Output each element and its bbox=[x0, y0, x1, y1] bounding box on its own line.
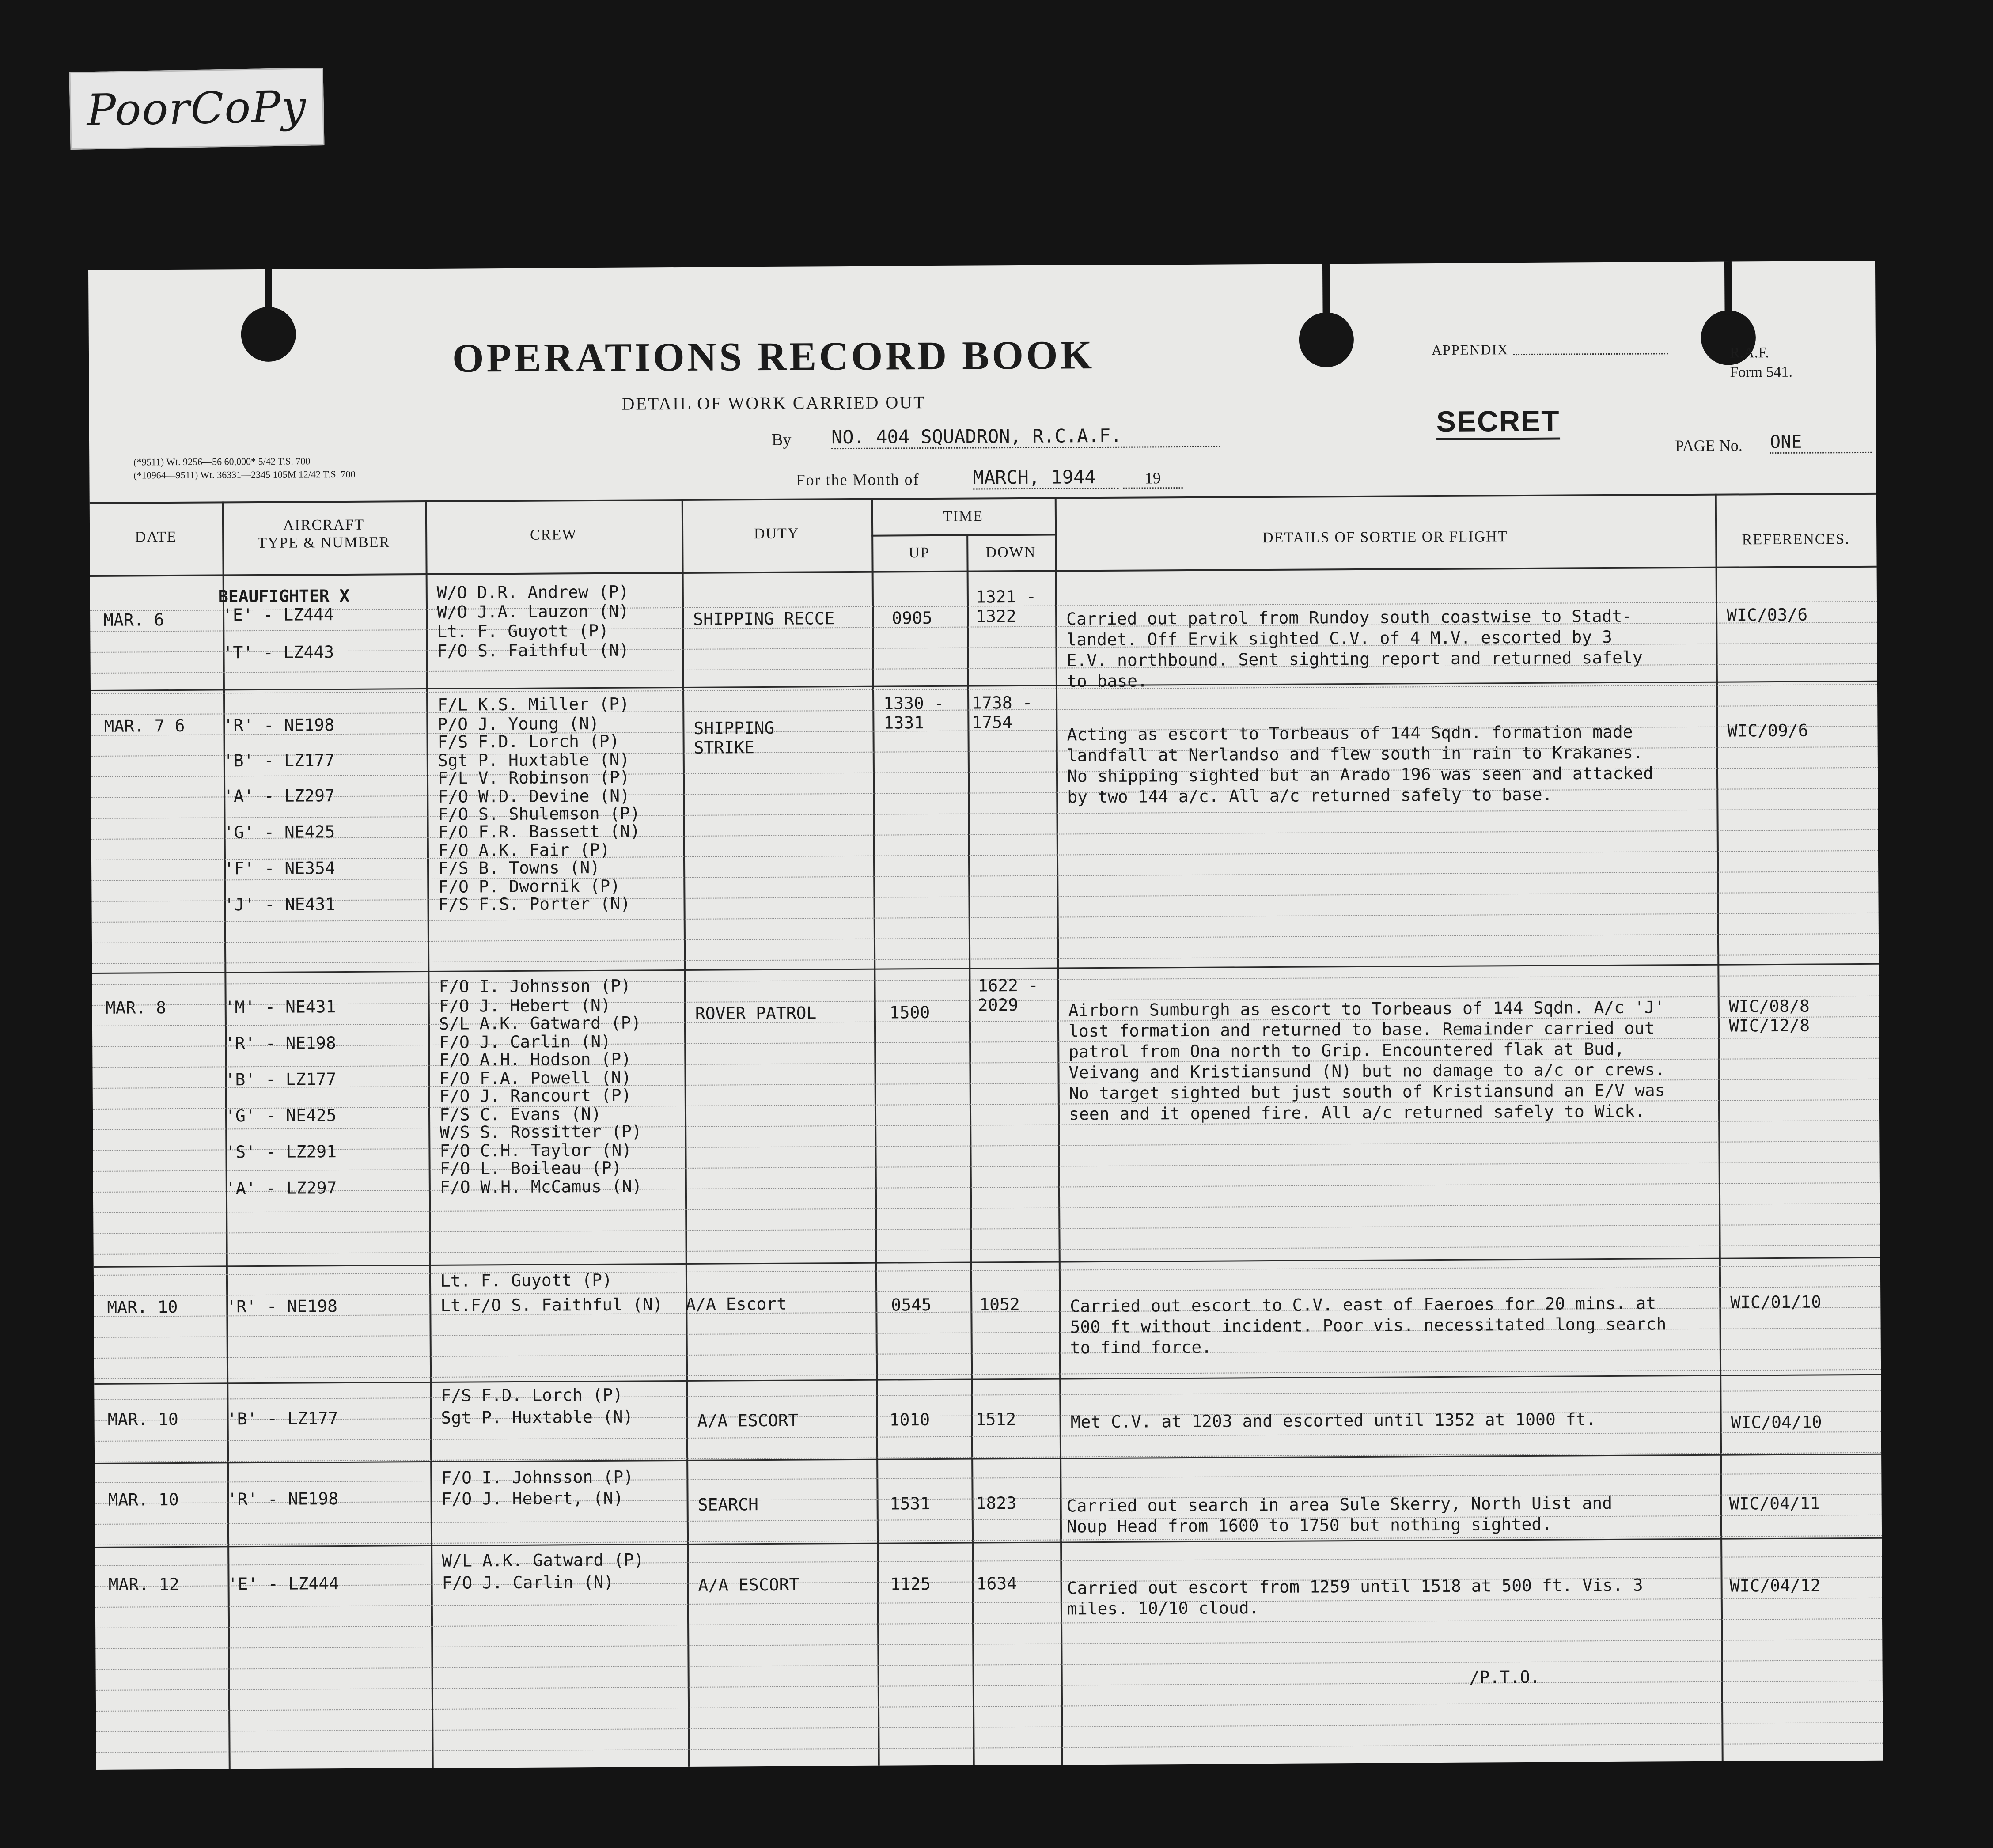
entry-duty: SEARCH bbox=[697, 1495, 759, 1515]
entry-down: 1321 - 1322 bbox=[975, 587, 1037, 626]
col-divider bbox=[682, 499, 690, 1767]
col-divider bbox=[1055, 497, 1063, 1765]
entry-down: 1823 bbox=[976, 1493, 1017, 1513]
ruled-line bbox=[92, 913, 1879, 923]
col-header-aircraft: AIRCRAFT TYPE & NUMBER bbox=[258, 516, 390, 552]
entry-crew: F/O W.H. McCamus (N) bbox=[440, 1176, 642, 1197]
entry-crew: W/O J.A. Lauzon (N) bbox=[436, 601, 629, 622]
entry-date: MAR. 8 bbox=[105, 998, 167, 1018]
entry-aircraft: 'R' - NE198 bbox=[226, 1296, 338, 1317]
entry-aircraft: 'M' - NE431 bbox=[224, 997, 336, 1017]
entry-aircraft: 'S' - LZ291 bbox=[225, 1142, 337, 1162]
entry-date: MAR. 10 bbox=[107, 1409, 178, 1429]
ruled-line bbox=[93, 1141, 1879, 1151]
entry-up: 1125 bbox=[890, 1574, 931, 1594]
ruled-line bbox=[95, 1618, 1882, 1628]
ruled-line bbox=[95, 1556, 1882, 1566]
entry-down: 1634 bbox=[976, 1574, 1017, 1594]
form-number: R.A.F. Form 541. bbox=[1729, 345, 1793, 381]
col-divider bbox=[425, 500, 434, 1768]
ruled-line bbox=[91, 892, 1878, 902]
entry-reference: WIC/08/8 WIC/12/8 bbox=[1728, 996, 1810, 1036]
entry-reference: WIC/09/6 bbox=[1727, 720, 1808, 741]
entry-down: 1738 - 1754 bbox=[972, 693, 1033, 732]
entry-reference: WIC/01/10 bbox=[1730, 1292, 1822, 1312]
entry-crew: F/O W.D. Devine (N) bbox=[438, 786, 630, 807]
ruled-line bbox=[96, 1681, 1883, 1691]
entry-details: Carried out patrol from Rundoy south coastwise to Stadt- landet. Off Ervik sighted C.V. of 4 M.V. escorted by 3 E.V. northbound. Sent sighting report and returned safely to base. bbox=[1066, 606, 1643, 691]
col-divider bbox=[1715, 494, 1724, 1761]
entry-details: Acting as escort to Torbeaus of 144 Sqdn. formation made landfall at Nerlandso and flew south in rain to Krakanes. No shipping sighted but an Arado 196 was seen and attacked by two 144 a/c. All a/c returned safely to base. bbox=[1067, 722, 1654, 807]
month-label: For the Month of bbox=[796, 470, 920, 489]
col-divider bbox=[871, 498, 880, 1766]
entry-crew: F/O J. Rancourt (P) bbox=[439, 1085, 632, 1106]
entry-aircraft: 'B' - LZ177 bbox=[223, 750, 335, 771]
entry-aircraft: 'E' - LZ444 bbox=[222, 605, 334, 625]
entry-duty: A/A Escort bbox=[686, 1294, 787, 1314]
ruled-line bbox=[95, 1535, 1882, 1545]
entry-crew: F/S F.D. Lorch (P) bbox=[437, 731, 620, 752]
ruled-line bbox=[91, 850, 1878, 860]
operations-record-sheet bbox=[88, 261, 1883, 1770]
entry-date: MAR. 10 bbox=[108, 1489, 179, 1510]
poor-copy-label: PoorCoPy bbox=[86, 81, 307, 136]
time-subheader-rule bbox=[871, 534, 1055, 537]
ruled-line bbox=[96, 1701, 1883, 1712]
entry-crew: Lt. F. Guyott (P) bbox=[437, 621, 609, 641]
entry-details: Carried out escort to C.V. east of Faeroes for 20 mins. at 500 ft without incident. Poor vis. necessitated long search to find force. bbox=[1070, 1293, 1667, 1358]
entry-crew: F/O J. Carlin (N) bbox=[439, 1031, 611, 1052]
col-header-crew: CREW bbox=[530, 526, 577, 543]
ruled-line bbox=[93, 1182, 1880, 1193]
ruled-line bbox=[94, 1390, 1881, 1400]
entry-aircraft: 'E' - LZ444 bbox=[227, 1574, 339, 1594]
entry-crew: F/O C.H. Taylor (N) bbox=[440, 1140, 632, 1161]
entry-aircraft: 'B' - LZ177 bbox=[227, 1409, 338, 1429]
entry-crew: F/O F.A. Powell (N) bbox=[439, 1068, 632, 1088]
entry-duty: A/A ESCORT bbox=[698, 1575, 799, 1595]
entry-separator bbox=[92, 963, 1879, 974]
entry-reference: WIC/04/12 bbox=[1729, 1575, 1821, 1596]
appendix-blank bbox=[1513, 353, 1668, 355]
col-header-down: DOWN bbox=[985, 544, 1036, 561]
ruled-line bbox=[96, 1660, 1883, 1670]
entry-down: 1512 bbox=[975, 1409, 1016, 1429]
page-number-label: PAGE No. bbox=[1675, 436, 1743, 455]
entry-up: 1330 - 1331 bbox=[883, 693, 944, 733]
ruled-line bbox=[93, 1203, 1880, 1213]
ruled-line bbox=[94, 1245, 1880, 1255]
page-subtitle: DETAIL OF WORK CARRIED OUT bbox=[621, 392, 926, 414]
entry-crew: F/S F.D. Lorch (P) bbox=[441, 1385, 623, 1405]
entry-reference: WIC/04/11 bbox=[1729, 1493, 1820, 1514]
aircraft-type-label: BEAUFIGHTER X bbox=[218, 586, 350, 606]
entry-aircraft: 'R' - NE198 bbox=[223, 715, 335, 735]
table-header-rule bbox=[90, 566, 1877, 577]
entry-duty: A/A ESCORT bbox=[697, 1410, 799, 1431]
entry-crew: S/L A.K. Gatward (P) bbox=[439, 1013, 641, 1034]
entry-crew: F/O A.H. Hodson (P) bbox=[439, 1049, 632, 1070]
poor-copy-tag bbox=[69, 68, 325, 150]
col-header-references: REFERENCES. bbox=[1742, 531, 1850, 548]
entry-crew: F/O S. Shulemson (P) bbox=[438, 803, 640, 824]
entry-crew: Lt. F. Guyott (P) bbox=[440, 1270, 613, 1291]
page-number-value: ONE bbox=[1770, 432, 1872, 454]
ruled-line bbox=[92, 933, 1879, 943]
entry-date: MAR. 10 bbox=[107, 1297, 178, 1317]
ruled-lines bbox=[88, 261, 1875, 270]
entry-down: 1052 bbox=[979, 1294, 1020, 1314]
ruled-line bbox=[92, 954, 1879, 964]
entry-reference: WIC/04/10 bbox=[1731, 1412, 1822, 1432]
entry-aircraft: 'A' - LZ297 bbox=[224, 786, 335, 806]
entry-down: 1622 - 2029 bbox=[978, 975, 1038, 1015]
entry-crew: Sgt P. Huxtable (N) bbox=[441, 1407, 633, 1428]
entry-aircraft: 'R' - NE198 bbox=[227, 1489, 339, 1509]
ruled-line bbox=[91, 871, 1878, 881]
ruled-line bbox=[93, 1224, 1880, 1234]
entry-details: Airborn Sumburgh as escort to Torbeaus of 144 Sqdn. A/c 'J' lost formation and returned to base. Remainder carried out patrol from Ona north to Grip. Encountered flak at Bud, Veivang and Kristiansund (N) but no damage to a/c or crews. No target sighted but just south of Kristiansund an E/V was seen and it opened fire. All a/c returned safely to Wick. bbox=[1068, 997, 1665, 1124]
entry-date: MAR. 7 6 bbox=[104, 716, 185, 736]
entry-crew: F/O J. Carlin (N) bbox=[442, 1572, 614, 1593]
entry-duty: ROVER PATROL bbox=[695, 1003, 817, 1023]
entry-date: MAR. 6 bbox=[103, 610, 164, 630]
col-header-date: DATE bbox=[135, 528, 177, 545]
entry-crew: Lt.F/O S. Faithful (N) bbox=[440, 1295, 663, 1315]
entry-aircraft: 'A' - LZ297 bbox=[225, 1178, 337, 1198]
ruled-line bbox=[95, 1473, 1881, 1483]
entry-aircraft: 'J' - NE431 bbox=[224, 894, 336, 915]
by-label: By bbox=[771, 430, 792, 449]
entry-crew: F/S C. Evans (N) bbox=[439, 1104, 602, 1125]
year-prefix: 19 bbox=[1123, 469, 1182, 489]
entry-up: 0545 bbox=[891, 1295, 932, 1315]
ruled-line bbox=[96, 1743, 1883, 1753]
col-header-details: DETAILS OF SORTIE OR FLIGHT bbox=[1262, 528, 1508, 546]
entry-aircraft: 'B' - LZ177 bbox=[225, 1069, 337, 1090]
entry-up: 1010 bbox=[889, 1410, 930, 1430]
squadron-value: NO. 404 SQUADRON, R.C.A.F. bbox=[831, 424, 1220, 450]
entry-aircraft: 'G' - NE425 bbox=[225, 1106, 337, 1126]
entry-duty: SHIPPING RECCE bbox=[693, 609, 835, 629]
entry-crew: F/L V. Robinson (P) bbox=[437, 767, 630, 788]
print-reference: (*9511) Wt. 9256—56 60,000* 5/42 T.S. 700 (*10964—9511) Wt. 36331—2345 105M 12/42 T.S. 700 bbox=[133, 455, 356, 481]
entry-crew: F/O J. Hebert, (N) bbox=[441, 1488, 624, 1509]
entry-up: 1531 bbox=[890, 1494, 931, 1514]
ruled-line bbox=[94, 1265, 1880, 1276]
entry-up: 1500 bbox=[889, 1003, 930, 1022]
entry-crew: F/O P. Dwornik (P) bbox=[438, 876, 621, 897]
entry-crew: F/O L. Boileau (P) bbox=[440, 1158, 622, 1178]
ruled-line bbox=[91, 809, 1878, 819]
page-turn-note: /P.T.O. bbox=[1469, 1667, 1540, 1687]
ruled-line bbox=[94, 1369, 1881, 1379]
table-top-rule bbox=[90, 493, 1876, 504]
entry-crew: F/O S. Faithful (N) bbox=[437, 640, 629, 661]
col-header-up: UP bbox=[909, 545, 930, 561]
entry-crew: F/O F.R. Bassett (N) bbox=[438, 821, 640, 842]
ruled-line bbox=[95, 1431, 1881, 1442]
entry-crew: P/O J. Young (N) bbox=[437, 713, 599, 734]
entry-crew: F/L K.S. Miller (P) bbox=[437, 694, 629, 715]
entry-crew: F/S B. Towns (N) bbox=[438, 857, 600, 878]
entry-aircraft: 'G' - NE425 bbox=[224, 822, 335, 842]
ruled-line bbox=[96, 1722, 1883, 1732]
month-value: MARCH, 1944 bbox=[973, 466, 1118, 490]
entry-crew: Sgt P. Huxtable (N) bbox=[437, 750, 630, 770]
col-header-time: TIME bbox=[943, 508, 984, 525]
entry-crew: W/L A.K. Gatward (P) bbox=[442, 1550, 644, 1571]
ruled-line bbox=[95, 1452, 1881, 1462]
entry-date: MAR. 12 bbox=[108, 1574, 179, 1594]
entry-duty: SHIPPING STRIKE bbox=[693, 718, 775, 757]
entry-reference: WIC/03/6 bbox=[1727, 605, 1808, 625]
entry-crew: W/O D.R. Andrew (P) bbox=[436, 582, 629, 602]
entry-crew: W/S S. Rossitter (P) bbox=[440, 1121, 642, 1142]
entry-details: Met C.V. at 1203 and escorted until 1352 at 1000 ft. bbox=[1070, 1409, 1596, 1432]
entry-crew: F/O A.K. Fair (P) bbox=[438, 840, 610, 860]
ruled-line bbox=[93, 1162, 1880, 1172]
classification-stamp: SECRET bbox=[1436, 404, 1560, 440]
ruled-line bbox=[95, 1639, 1882, 1649]
entry-up: 0905 bbox=[892, 608, 932, 628]
entry-separator bbox=[94, 1257, 1880, 1268]
appendix-label: APPENDIX bbox=[1431, 341, 1509, 358]
entry-aircraft: 'R' - NE198 bbox=[225, 1033, 336, 1053]
col-header-duty: DUTY bbox=[754, 525, 799, 542]
entry-separator bbox=[95, 1454, 1881, 1464]
ruled-line bbox=[95, 1515, 1882, 1525]
entry-separator bbox=[94, 1374, 1881, 1385]
entry-crew: F/O I. Johnsson (P) bbox=[441, 1467, 634, 1488]
entry-crew: F/S F.S. Porter (N) bbox=[438, 894, 631, 914]
page-title: OPERATIONS RECORD BOOK bbox=[452, 332, 1095, 381]
entry-aircraft: 'T' - LZ443 bbox=[223, 642, 334, 663]
entry-details: Carried out search in area Sule Skerry, North Uist and Noup Head from 1600 to 1750 but nothing sighted. bbox=[1066, 1493, 1613, 1537]
entry-crew: F/O I. Johnsson (P) bbox=[439, 976, 631, 996]
ruled-line bbox=[91, 829, 1878, 840]
entry-details: Carried out escort from 1259 until 1518 at 500 ft. Vis. 3 miles. 10/10 cloud. bbox=[1067, 1575, 1643, 1619]
entry-crew: F/O J. Hebert (N) bbox=[439, 995, 611, 1016]
entry-aircraft: 'F' - NE354 bbox=[224, 858, 335, 879]
